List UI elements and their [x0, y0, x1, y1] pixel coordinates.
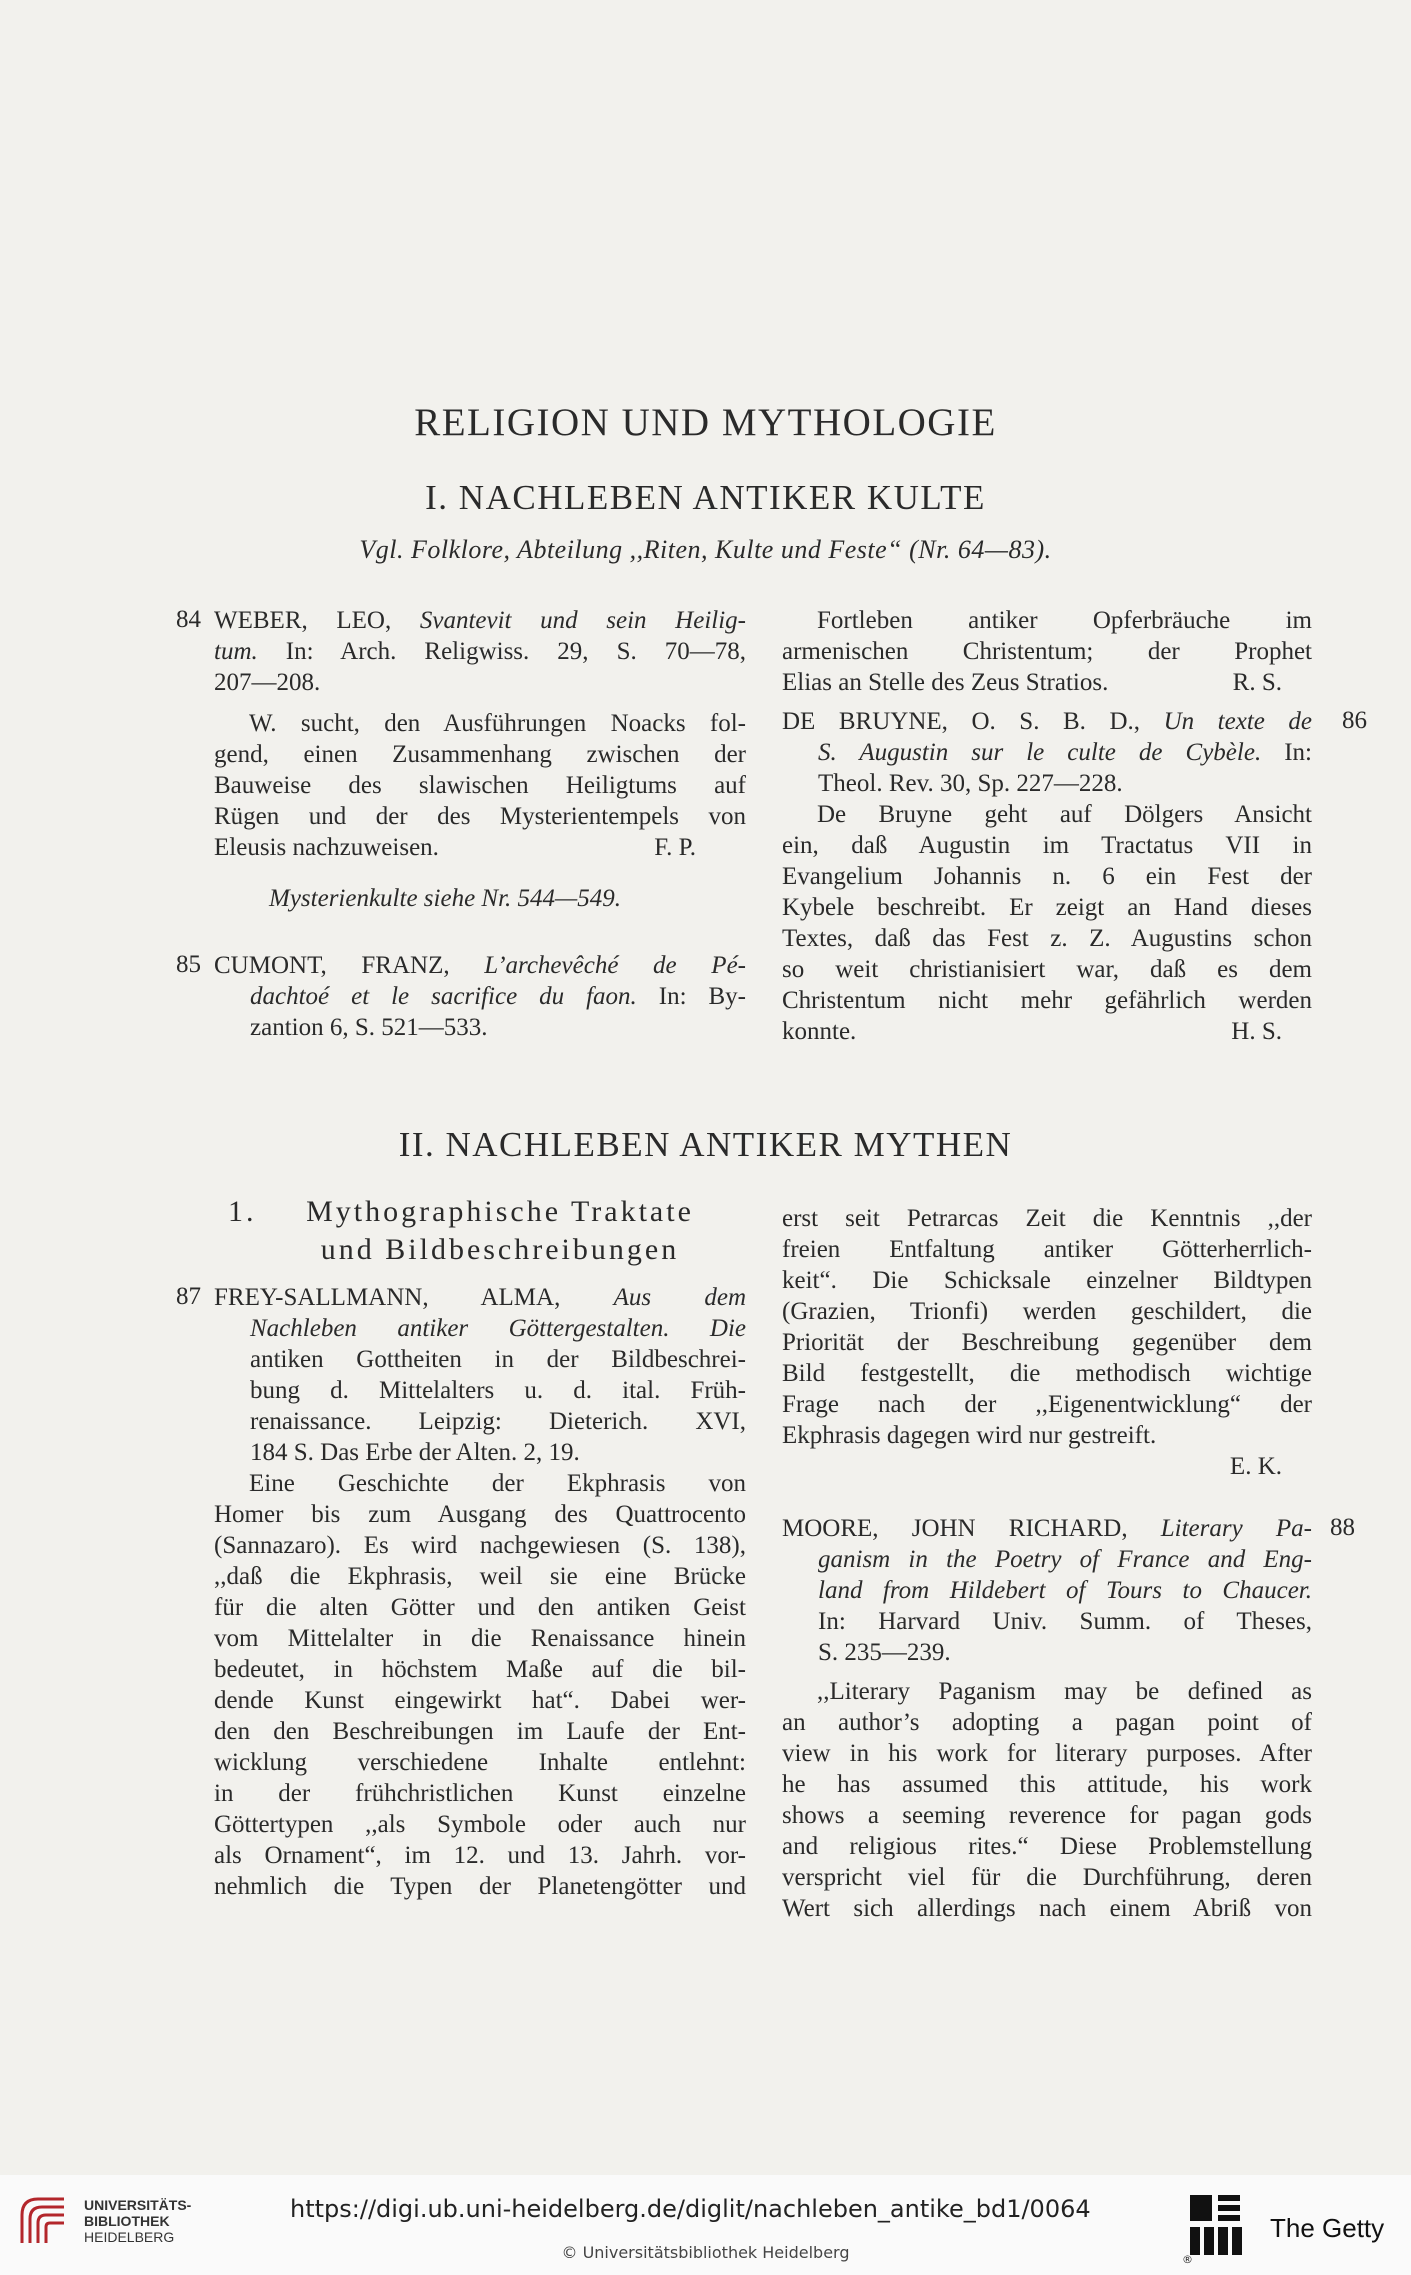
entry-author: DE BRUYNE, O. S. B. D., — [782, 708, 1164, 735]
abstract-line: wicklung verschiedene Inhalte entlehnt: — [214, 1749, 746, 1776]
entry-source: antiken Gottheiten in der Bildbeschrei- — [250, 1346, 746, 1373]
entry-source: In: By- — [636, 983, 746, 1010]
abstract-line: armenischen Christentum; der Prophet — [782, 638, 1312, 665]
entry-title: S. Augustin sur le culte de Cybèle. — [818, 739, 1262, 766]
entry-author: CUMONT, FRANZ, — [214, 952, 485, 979]
abstract-line: and religious rites.“ Diese Problemstellung — [782, 1833, 1312, 1860]
abstract-line: nehmlich die Typen der Planetengötter und — [214, 1873, 746, 1900]
reviewer-signature: E. K. — [1229, 1453, 1282, 1480]
entry-source: renaissance. Leipzig: Dieterich. XVI, — [250, 1408, 746, 1435]
abstract-line: Kybele beschreibt. Er zeigt an Hand dieses — [782, 894, 1312, 921]
abstract-line: erst seit Petrarcas Zeit die Kenntnis ,,der — [782, 1205, 1312, 1232]
entry-85-continuation — [782, 605, 1312, 698]
entry-number: 88 — [1330, 1514, 1355, 1541]
entry-source: In: — [1261, 739, 1313, 766]
abstract-line: Homer bis zum Ausgang des Quattrocento — [214, 1501, 746, 1528]
abstract-line: keit“. Die Schicksale einzelner Bildtypen — [782, 1267, 1312, 1294]
abstract-line: ,,Literary Paganism may be defined as — [817, 1678, 1312, 1705]
abstract-last-line: Eleusis nachzuweisen. F. P. — [214, 834, 696, 861]
entry-author: MOORE, JOHN RICHARD, — [782, 1515, 1161, 1542]
entry-number: 86 — [1342, 707, 1367, 734]
section-heading-1: I. NACHLEBEN ANTIKER KULTE — [425, 478, 986, 517]
entry-title: land from Hildebert of Tours to Chaucer. — [818, 1577, 1312, 1604]
abstract-line: an author’s adopting a pagan point of — [782, 1709, 1312, 1736]
abstract-line: Textes, daß das Fest z. Z. Augustins schon — [782, 925, 1312, 952]
entry-subtitle: Die — [709, 1315, 746, 1342]
entry-source: zantion 6, S. 521—533. — [250, 1014, 488, 1041]
entry-title: Literary Pa- — [1160, 1515, 1312, 1542]
entry-85 — [214, 950, 746, 1043]
entry-title: ganism in the Poetry of France and Eng- — [818, 1546, 1312, 1573]
entry-87-continuation — [782, 1203, 1312, 1482]
entry-87 — [214, 1282, 746, 1902]
cross-reference-note: Vgl. Folklore, Abteilung ,,Riten, Kulte und Feste“ (Nr. 64—83). — [359, 535, 1052, 564]
abstract-line: (Grazien, Trionfi) werden geschildert, die — [782, 1298, 1312, 1325]
page-title: RELIGION UND MYTHOLOGIE — [414, 401, 997, 444]
subsection-heading: Mythographische Traktate und Bildbeschreibungen — [306, 1195, 694, 1266]
abstract-line: für die alten Götter und den antiken Geist — [214, 1594, 746, 1621]
getty-logo — [1188, 2193, 1244, 2257]
entry-84 — [214, 605, 746, 914]
abstract-line: vom Mittelalter in die Renaissance hinein — [214, 1625, 746, 1652]
abstract-line: den den Beschreibungen im Laufe der Ent- — [214, 1718, 746, 1745]
reviewer-signature: R. S. — [1232, 669, 1282, 696]
abstract-line: Eine Geschichte der Ekphrasis von — [249, 1470, 746, 1497]
entry-author: FREY-SALLMANN, ALMA, — [214, 1284, 614, 1311]
entry-title: L’archevêché de Pé- — [484, 952, 746, 979]
abstract-line: view in his work for literary purposes. After — [782, 1740, 1312, 1767]
entry-88 — [782, 1513, 1312, 1924]
entry-title: Svantevit und sein Heilig- — [419, 607, 746, 634]
abstract-line: bedeutet, in höchstem Maße auf die bil- — [214, 1656, 746, 1683]
abstract-line: Rügen und der des Mysterientempels von — [214, 803, 746, 830]
footer-bar — [0, 2175, 1411, 2275]
abstract-line: verspricht viel für die Durchführung, deren — [782, 1864, 1312, 1891]
university-library-logo — [14, 2189, 76, 2251]
abstract-line: De Bruyne geht auf Dölgers Ansicht — [817, 801, 1312, 828]
entry-source: S. 235—239. — [818, 1639, 951, 1666]
entry-source: In: Arch. Religwiss. 29, S. 70—78, — [257, 638, 746, 665]
subsection-number: 1. — [228, 1195, 257, 1228]
abstract-line: so weit christianisiert war, daß es dem — [782, 956, 1312, 983]
abstract-line: Bauweise des slawischen Heiligtums auf — [214, 772, 746, 799]
entry-title: dachtoé et le sacrifice du faon. — [250, 983, 637, 1010]
entry-source: 184 S. Das Erbe der Alten. 2, 19. — [250, 1439, 580, 1466]
abstract-line: Ekphrasis dagegen wird nur gestreift. — [782, 1422, 1157, 1449]
abstract-line: Priorität der Beschreibung gegenüber dem — [782, 1329, 1312, 1356]
entry-number: 85 — [176, 951, 201, 978]
abstract-line: W. sucht, den Ausführungen Noacks fol- — [249, 710, 746, 737]
reviewer-signature: F. P. — [654, 834, 696, 861]
abstract-line: (Sannazaro). Es wird nachgewiesen (S. 138), — [214, 1532, 746, 1559]
crossref-note: Mysterienkulte siehe Nr. 544—549. — [269, 885, 622, 912]
registered-mark: ® — [1182, 2253, 1193, 2266]
entry-number: 87 — [176, 1283, 201, 1310]
abstract-line: ,,daß die Ekphrasis, weil sie eine Brücke — [214, 1563, 746, 1590]
entry-title: Nachleben antiker Göttergestalten. — [250, 1315, 670, 1342]
entry-title: Aus dem — [613, 1284, 746, 1311]
entry-title: Un texte de — [1163, 708, 1312, 735]
abstract-last-line: konnte. H. S. — [782, 1018, 1282, 1045]
abstract-line: Bild festgestellt, die methodisch wichtige — [782, 1360, 1312, 1387]
entry-source: Theol. Rev. 30, Sp. 227—228. — [818, 770, 1123, 797]
abstract-line: Christentum nicht mehr gefährlich werden — [782, 987, 1312, 1014]
abstract-line: ein, daß Augustin im Tractatus VII in — [782, 832, 1312, 859]
entry-author: WEBER, LEO, — [214, 607, 420, 634]
abstract-line: als Ornament“, im 12. und 13. Jahrh. vor- — [214, 1842, 746, 1869]
copyright-notice: © Universitätsbibliothek Heidelberg — [561, 2243, 850, 2262]
getty-name: The Getty — [1270, 2213, 1385, 2243]
entry-number: 84 — [176, 606, 201, 633]
abstract-line: Evangelium Johannis n. 6 ein Fest der — [782, 863, 1312, 890]
abstract-line: in der frühchristlichen Kunst einzelne — [214, 1780, 746, 1807]
abstract-line: he has assumed this attitude, his work — [782, 1771, 1312, 1798]
reviewer-signature: H. S. — [1231, 1018, 1282, 1045]
abstract-last-line: Elias an Stelle des Zeus Stratios. R. S. — [782, 669, 1282, 696]
permalink-url[interactable]: https://digi.ub.uni-heidelberg.de/diglit/nachleben_antike_bd1/0064 — [290, 2195, 1091, 2223]
abstract-line: gend, einen Zusammenhang zwischen der — [214, 741, 746, 768]
abstract-line: Frage nach der ,,Eigenentwicklung“ der — [782, 1391, 1312, 1418]
abstract-line: Fortleben antiker Opferbräuche im — [817, 607, 1312, 634]
entry-title: tum. — [214, 638, 258, 665]
abstract-line: Wert sich allerdings nach einem Abriß von — [782, 1895, 1312, 1922]
entry-source: bung d. Mittelalters u. d. ital. Früh- — [250, 1377, 746, 1404]
abstract-line: dende Kunst eingewirkt hat“. Dabei wer- — [214, 1687, 746, 1714]
library-name: UNIVERSITÄTS- BIBLIOTHEK HEIDELBERG — [84, 2197, 192, 2245]
abstract-line: freien Entfaltung antiker Götterherrlich- — [782, 1236, 1312, 1263]
entry-86 — [782, 706, 1312, 1047]
section-heading-2: II. NACHLEBEN ANTIKER MYTHEN — [398, 1125, 1013, 1164]
entry-source: 207—208. — [214, 669, 321, 696]
abstract-line: shows a seeming reverence for pagan gods — [782, 1802, 1312, 1829]
entry-source: In: Harvard Univ. Summ. of Theses, — [818, 1608, 1312, 1635]
abstract-line: Göttertypen ,,als Symbole oder auch nur — [214, 1811, 746, 1838]
